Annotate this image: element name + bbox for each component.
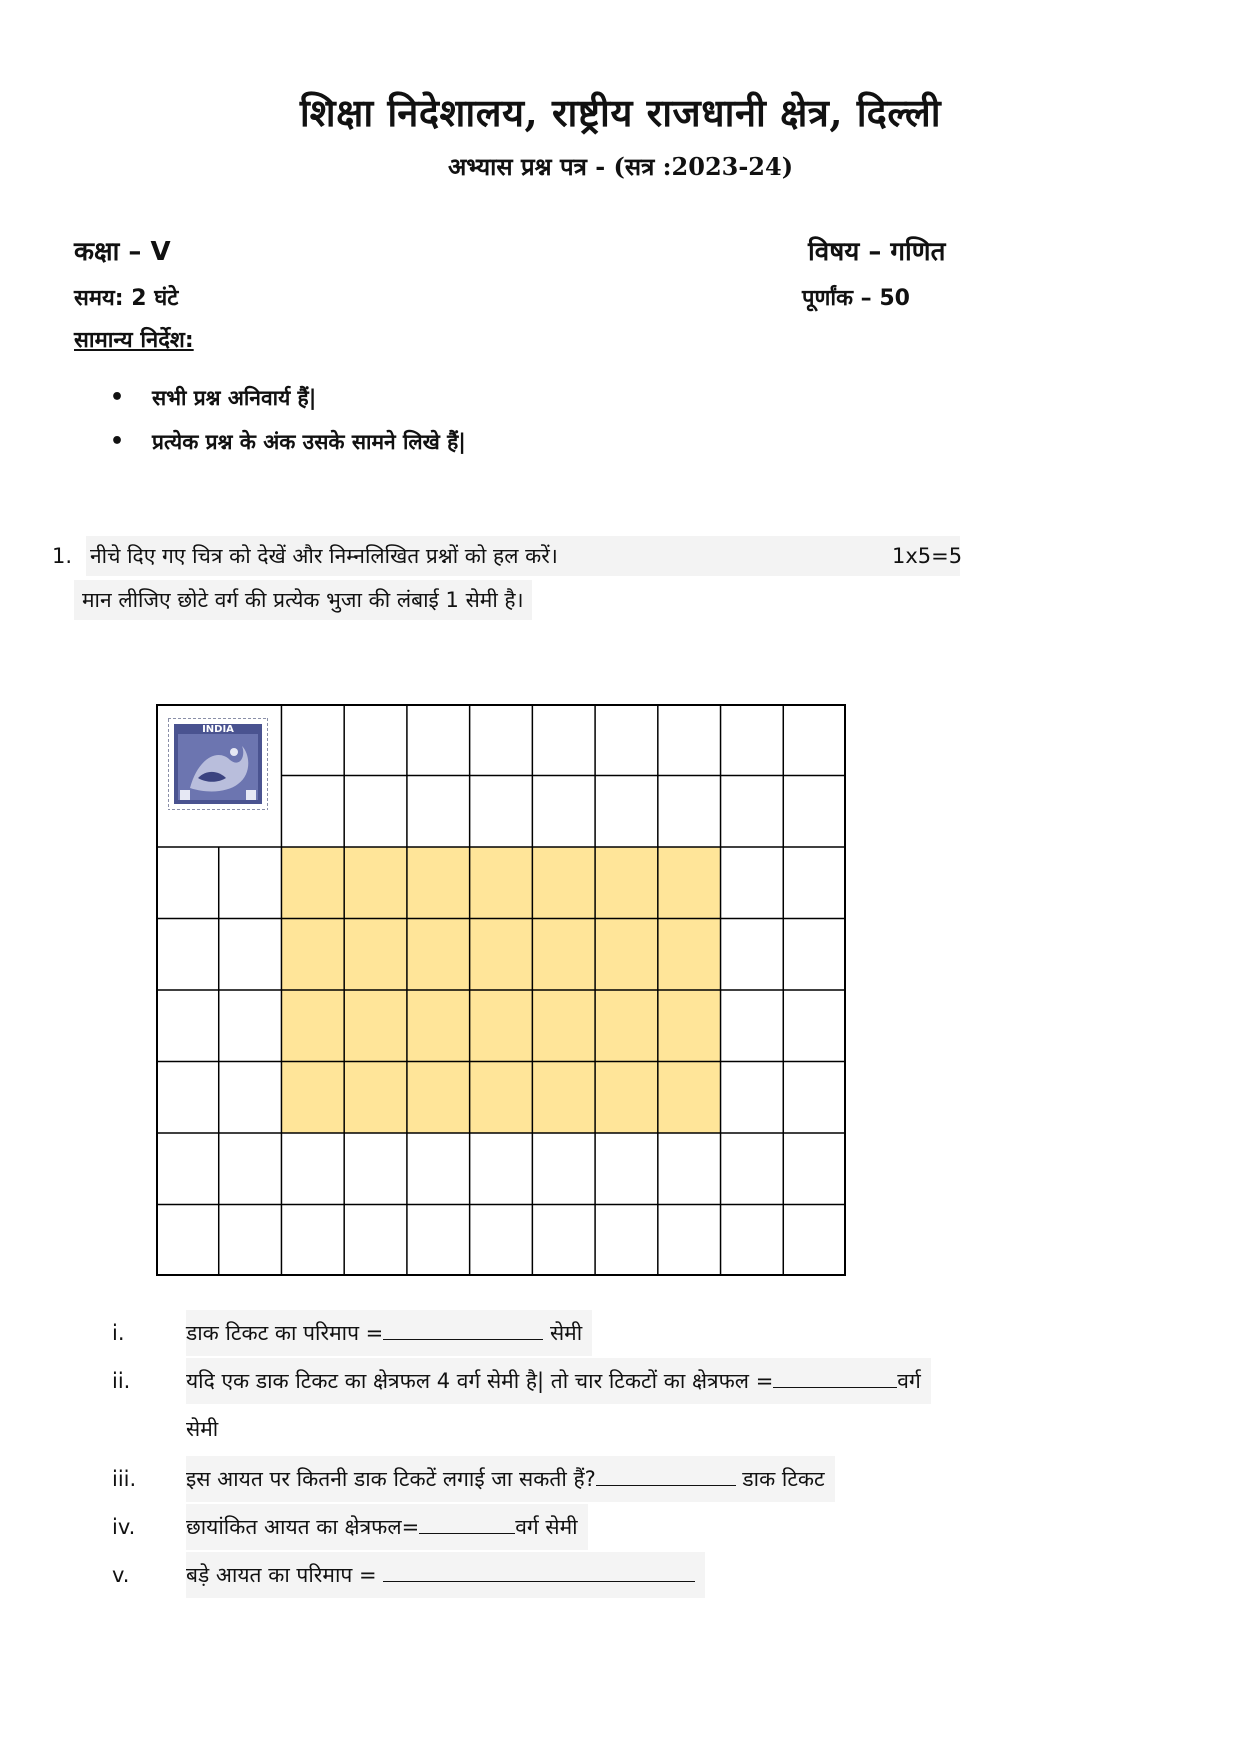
instructions-heading: सामान्य निर्देश: (74, 328, 194, 353)
sub-question-continuation: सेमी (186, 1417, 219, 1441)
sub-question-before: बड़े आयत का परिमाप = (186, 1563, 384, 1587)
sub-question-text (186, 1456, 835, 1502)
time-label: समय: 2 घंटे (74, 286, 179, 311)
instructions-list (110, 376, 466, 464)
question-number: 1. (52, 544, 73, 568)
sub-question-after: सेमी (543, 1321, 583, 1345)
sub-question-number: v. (112, 1563, 130, 1587)
instruction-item (110, 420, 466, 464)
max-marks-label: पूर्णांक – 50 (802, 286, 910, 311)
sub-question-number: i. (112, 1321, 125, 1345)
page-subtitle: अभ्यास प्रश्न पत्र - (सत्र :2023-24) (447, 152, 794, 181)
subject-label: विषय – गणित (808, 237, 946, 267)
answer-blank[interactable] (596, 1459, 736, 1486)
sub-question-before: इस आयत पर कितनी डाक टिकटें लगाई जा सकती हैं? (186, 1467, 596, 1491)
sub-question-before: डाक टिकट का परिमाप = (186, 1321, 384, 1345)
sub-question-3 (0, 1456, 1241, 1502)
page-title: शिक्षा निदेशालय, राष्ट्रीय राजधानी क्षेत्र, दिल्ली (299, 90, 942, 135)
stamp-icon (168, 718, 268, 810)
instruction-item (110, 376, 466, 420)
sub-question-text (186, 1552, 705, 1598)
sub-question-after: वर्ग सेमी (515, 1515, 578, 1539)
answer-blank[interactable] (419, 1507, 515, 1534)
sub-question-4 (0, 1504, 1241, 1550)
class-label: कक्षा – V (74, 237, 171, 267)
sub-question-after: डाक टिकट (735, 1467, 825, 1491)
sub-question-text (186, 1358, 931, 1404)
postage-stamp (168, 718, 268, 810)
sub-question-before: छायांकित आयत का क्षेत्रफल= (186, 1515, 420, 1539)
sub-question-number: ii. (112, 1369, 131, 1393)
answer-blank[interactable] (773, 1361, 897, 1388)
sub-question-number: iv. (112, 1515, 136, 1539)
sub-question-text (186, 1504, 588, 1550)
sub-question-after: वर्ग (897, 1369, 921, 1393)
sub-question-text (186, 1310, 592, 1356)
sub-question-number: iii. (112, 1467, 137, 1491)
answer-blank[interactable] (383, 1555, 695, 1582)
instruction-text: प्रत्येक प्रश्न के अंक उसके सामने लिखे हैं| (152, 430, 466, 454)
answer-blank[interactable] (383, 1313, 543, 1340)
bullet-icon: • (110, 385, 125, 410)
question-note: मान लीजिए छोटे वर्ग की प्रत्येक भुजा की लंबाई 1 सेमी है। (74, 580, 532, 620)
instruction-text: सभी प्रश्न अनिवार्य हैं| (152, 386, 317, 410)
question-marks: 1x5=5 (892, 544, 963, 568)
question-text: नीचे दिए गए चित्र को देखें और निम्नलिखित प्रश्नों को हल करें। (86, 536, 960, 576)
sub-question-5 (0, 1552, 1241, 1598)
sub-question-1 (0, 1310, 1241, 1356)
sub-question-2 (0, 1358, 1241, 1454)
bullet-icon: • (110, 429, 125, 454)
sub-question-before: यदि एक डाक टिकट का क्षेत्रफल 4 वर्ग सेमी है| तो चार टिकटों का क्षेत्रफल = (186, 1369, 774, 1393)
stamp-text: INDIA (202, 724, 234, 735)
